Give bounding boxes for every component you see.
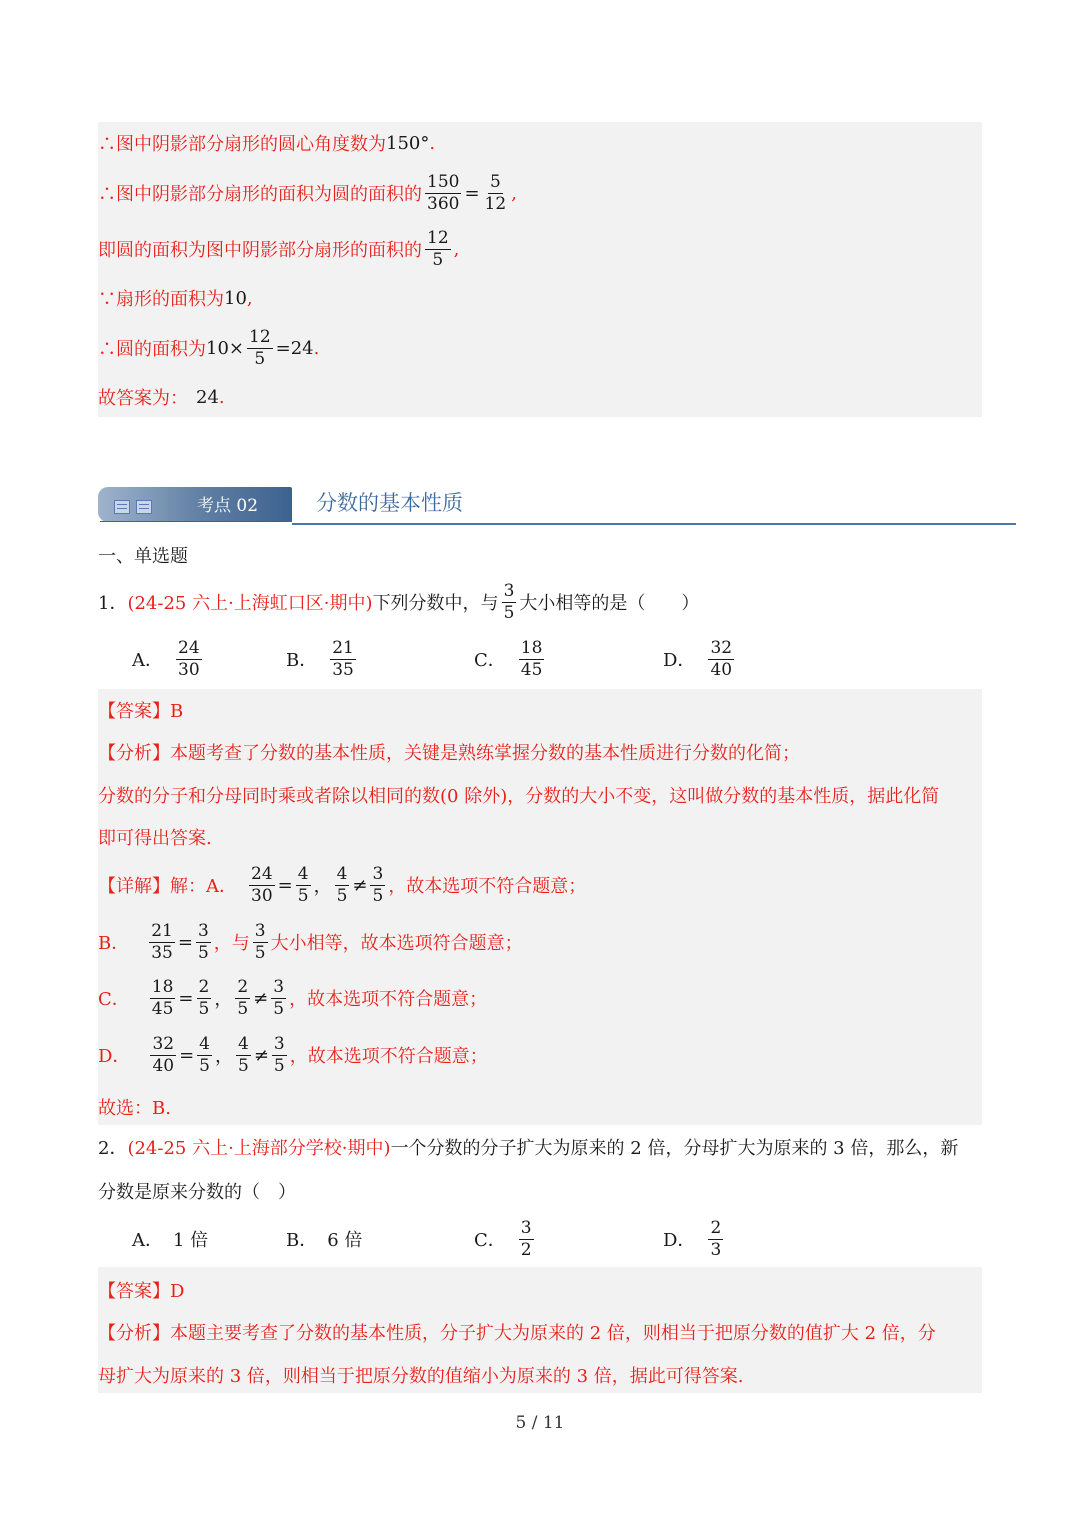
detail-line-b: B． $\frac{21}{35}$ = $\frac{3}{5}$ ，与 $\frac{3}{5}$ 大小相等，故本选项符合题意； (98, 921, 523, 963)
option-c: C． $\frac{3}{2}$ (474, 1218, 532, 1260)
fraction: $\frac{2}{3}$ (710, 1218, 722, 1260)
answer: 【答案】B (98, 701, 184, 722)
detail-line-c: C． $\frac{18}{45}$ = $\frac{2}{5}$ ， $\frac{2}{5}$ ≠ $\frac{3}{5}$ ，故本选项不符合题意； (98, 977, 488, 1019)
fraction: $\frac{24}{30}$ (178, 638, 200, 680)
fraction: $\frac{32}{40}$ (152, 1034, 175, 1076)
solution-line-4: ∵扇形的面积为 10 , (98, 287, 253, 310)
question-source: (24-25 六上·上海部分学校·期中) (127, 1138, 391, 1159)
detail-line-d: D． $\frac{32}{40}$ = $\frac{4}{5}$ ， $\frac{4}{5}$ ≠ $\frac{3}{5}$ ，故本选项不符合题意； (98, 1034, 488, 1076)
option-b: B． $\frac{21}{35}$ (286, 638, 354, 680)
question-2-stem-cont: 分数是原来分数的（ ） (98, 1182, 296, 1203)
fraction: $\frac{12}{5}$ (249, 327, 271, 369)
analysis: 【分析】本题主要考查了分数的基本性质，分子扩大为原来的 2 倍，则相当于把原分数的值扩大 2 倍，分 (98, 1323, 936, 1344)
fraction: $\frac{2}{5}$ (198, 977, 210, 1019)
question-2-stem: 2． (24-25 六上·上海部分学校·期中) 一个分数的分子扩大为原来的 2 倍，分母扩大为原来的 3 倍，那么，新 (98, 1119, 958, 1175)
detail-line-a: 【详解】解：A． $\frac{24}{30}$ = $\frac{4}{5}$ ， $\frac{4}{5}$ ≠ $\frac{3}{5}$ ，故本选项不符合题意； (98, 864, 587, 906)
question-source: (24-25 六上·上海虹口区·期中) (127, 593, 373, 614)
fraction: $\frac{12}{5}$ (427, 228, 449, 270)
analysis: 即可得出答案. (98, 828, 212, 849)
option-d: D． $\frac{2}{3}$ (663, 1218, 722, 1260)
fraction: $\frac{4}{5}$ (297, 864, 309, 906)
fraction: $\frac{4}{5}$ (199, 1034, 210, 1076)
solution-line-6: 故答案为： 24 . (98, 386, 225, 409)
book-icon (114, 500, 130, 514)
fraction: $\frac{21}{35}$ (151, 921, 173, 963)
answer: 【答案】D (98, 1281, 185, 1302)
fraction: $\frac{2}{5}$ (237, 977, 249, 1019)
fraction: $\frac{3}{5}$ (254, 921, 266, 963)
part-heading: 一、单选题 (98, 546, 188, 567)
section-rule (100, 521, 292, 522)
fraction: $\frac{32}{40}$ (710, 638, 733, 680)
option-a: A． 1 倍 (132, 1230, 209, 1251)
fraction: $\frac{3}{5}$ (273, 1034, 285, 1076)
fraction: $\frac{18}{45}$ (151, 977, 174, 1019)
section-rule (292, 523, 1016, 525)
fraction: $\frac{3}{5}$ (372, 864, 384, 906)
fraction: $\frac{5}{12}$ (484, 172, 507, 214)
analysis: 母扩大为原来的 3 倍，则相当于把原分数的值缩小为原来的 3 倍，据此可得答案. (98, 1366, 744, 1387)
solution-line-3: 即圆的面积为图中阴影部分扇形的面积的 $\frac{12}{5}$ , (98, 228, 460, 270)
fraction: $\frac{3}{5}$ (197, 921, 209, 963)
analysis: 【分析】本题考查了分数的基本性质，关键是熟练掌握分数的基本性质进行分数的化简； (98, 743, 800, 764)
solution-line-5: ∴圆的面积为 10 × $\frac{12}{5}$ = 24 . (98, 327, 320, 369)
fraction: $\frac{150}{360}$ (427, 172, 460, 214)
analysis: 分数的分子和分母同时乘或者除以相同的数(0 除外)，分数的大小不变，这叫做分数的基本性质，据此化简 (98, 786, 940, 807)
page-number: 5 / 11 (515, 1413, 565, 1433)
fraction: $\frac{4}{5}$ (238, 1034, 249, 1076)
fraction: $\frac{3}{5}$ (503, 581, 515, 623)
option-a: A． $\frac{24}{30}$ (132, 638, 200, 680)
option-b: B． 6 倍 (286, 1230, 363, 1251)
section-title: 分数的基本性质 (316, 491, 463, 515)
fraction: $\frac{21}{35}$ (332, 638, 354, 680)
fraction: $\frac{3}{2}$ (520, 1218, 532, 1260)
solution-line-2: ∴图中阴影部分扇形的面积为圆的面积的 $\frac{150}{360}$ = $\frac{5}{12}$ , (98, 172, 517, 214)
option-d: D． $\frac{32}{40}$ (663, 638, 733, 680)
question-1-stem: 1． (24-25 六上·上海虹口区·期中) 下列分数中，与 $\frac{3}{5}$ 大小相等的是（ ） (98, 581, 700, 623)
fraction: $\frac{4}{5}$ (336, 864, 348, 906)
book-icon (136, 500, 152, 514)
solution-line-1: ∴图中阴影部分扇形的圆心角度数为 150° . (98, 132, 436, 155)
fraction: $\frac{3}{5}$ (273, 977, 285, 1019)
fraction: $\frac{18}{45}$ (520, 638, 543, 680)
fraction: $\frac{24}{30}$ (251, 864, 273, 906)
section-tab-label: 考点 02 (197, 496, 259, 516)
option-c: C． $\frac{18}{45}$ (474, 638, 543, 680)
conclusion: 故选：B. (98, 1098, 171, 1119)
